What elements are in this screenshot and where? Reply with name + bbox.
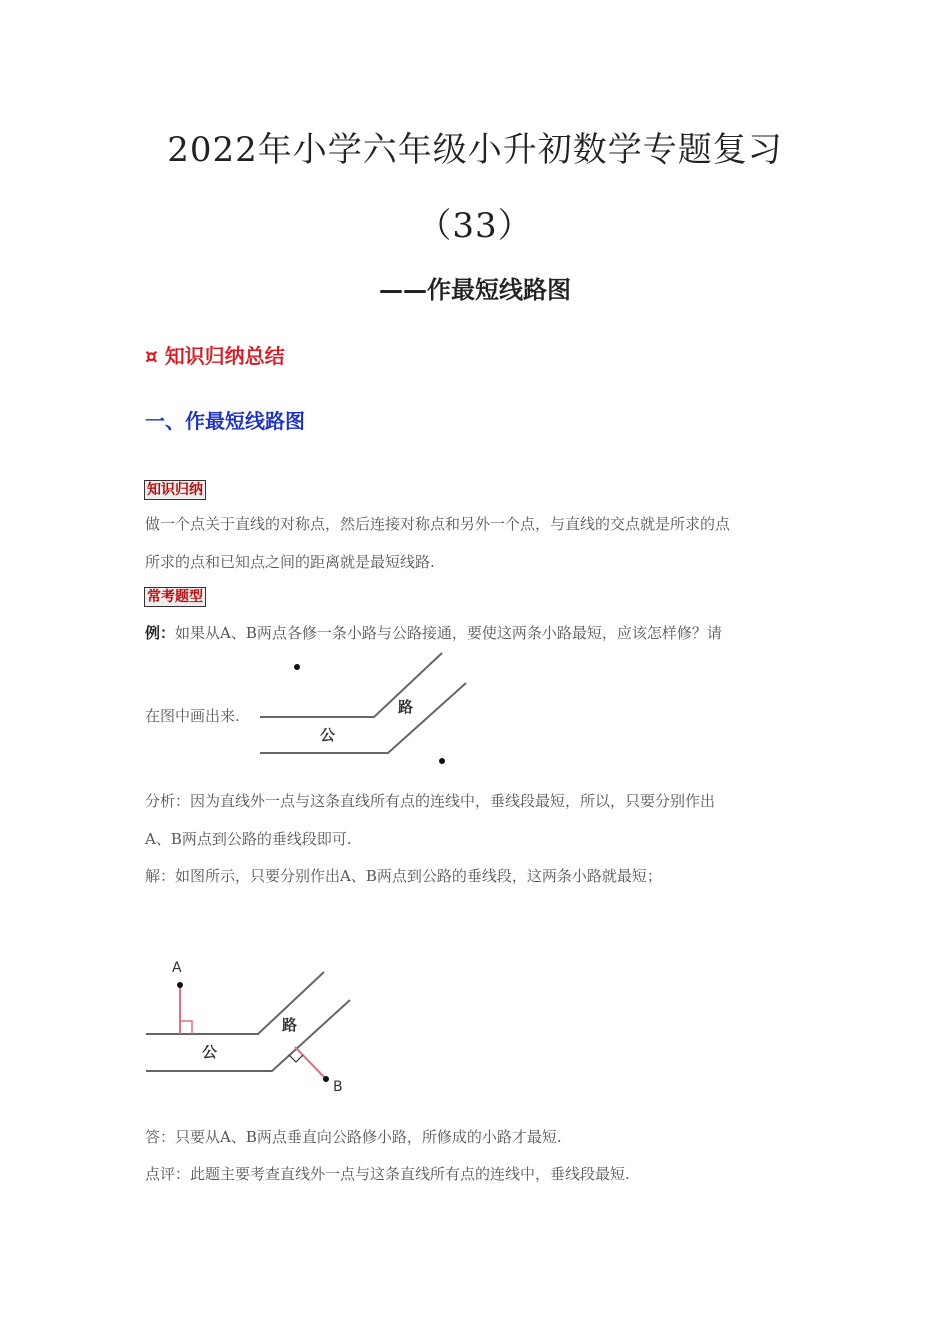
analysis-text-2: A、B两点到公路的垂线段即可.	[145, 830, 352, 848]
knowledge-text-1: 做一个点关于直线的对称点，然后连接对称点和另外一个点，与直线的交点就是所求的点	[145, 515, 731, 533]
example-line	[145, 623, 722, 643]
tag-knowledge: 知识归纳	[144, 480, 206, 500]
road-edge-upper	[146, 972, 324, 1034]
example-line-2: 在图中画出来.	[145, 707, 240, 725]
label-highway: 公	[202, 1043, 218, 1061]
document-title-number: （33）	[417, 206, 533, 246]
point-a	[294, 664, 300, 670]
tag-common-question: 常考题型	[144, 587, 206, 607]
right-angle-mark-b	[289, 1055, 303, 1062]
road-figure-1	[250, 645, 480, 775]
section-heading-summary: ¤ 知识归纳总结	[145, 344, 285, 368]
point-b	[439, 758, 445, 764]
solution-text: 解：如图所示，只要分别作出A、B两点到公路的垂线段，这两条小路就最短；	[145, 867, 662, 885]
analysis-text-1: 分析：因为直线外一点与这条直线所有点的连线中，垂线段最短，所以，只要分别作出	[145, 792, 716, 810]
document-title: 2022年小学六年级小升初数学专题复习	[167, 130, 783, 170]
label-b: B	[333, 1079, 343, 1095]
comment-text: 点评：此题主要考查直线外一点与这条直线所有点的连线中，垂线段最短.	[145, 1165, 630, 1183]
example-text: 如果从A、B两点各修一条小路与公路接通，要使这两条小路最短，应该怎样修？请	[175, 624, 722, 642]
knowledge-text-2: 所求的点和已知点之间的距离就是最短线路.	[145, 553, 435, 571]
perpendicular-b	[295, 1047, 326, 1079]
point-a	[177, 982, 183, 988]
label-road: 路	[282, 1016, 298, 1034]
right-angle-mark-a	[180, 1021, 192, 1034]
road-edge-upper	[260, 653, 442, 717]
road-edge-lower	[146, 1000, 350, 1071]
point-b	[323, 1076, 329, 1082]
answer-text: 答：只要从A、B两点垂直向公路修小路，所修成的小路才最短.	[145, 1128, 562, 1146]
road-figure-2	[140, 955, 370, 1100]
section-heading-one: 一、作最短线路图	[145, 409, 305, 433]
example-label: 例：	[145, 624, 176, 642]
label-road: 路	[398, 698, 414, 716]
label-highway: 公	[320, 726, 336, 744]
document-subtitle: ——作最短线路图	[379, 276, 571, 304]
label-a: A	[172, 960, 182, 976]
